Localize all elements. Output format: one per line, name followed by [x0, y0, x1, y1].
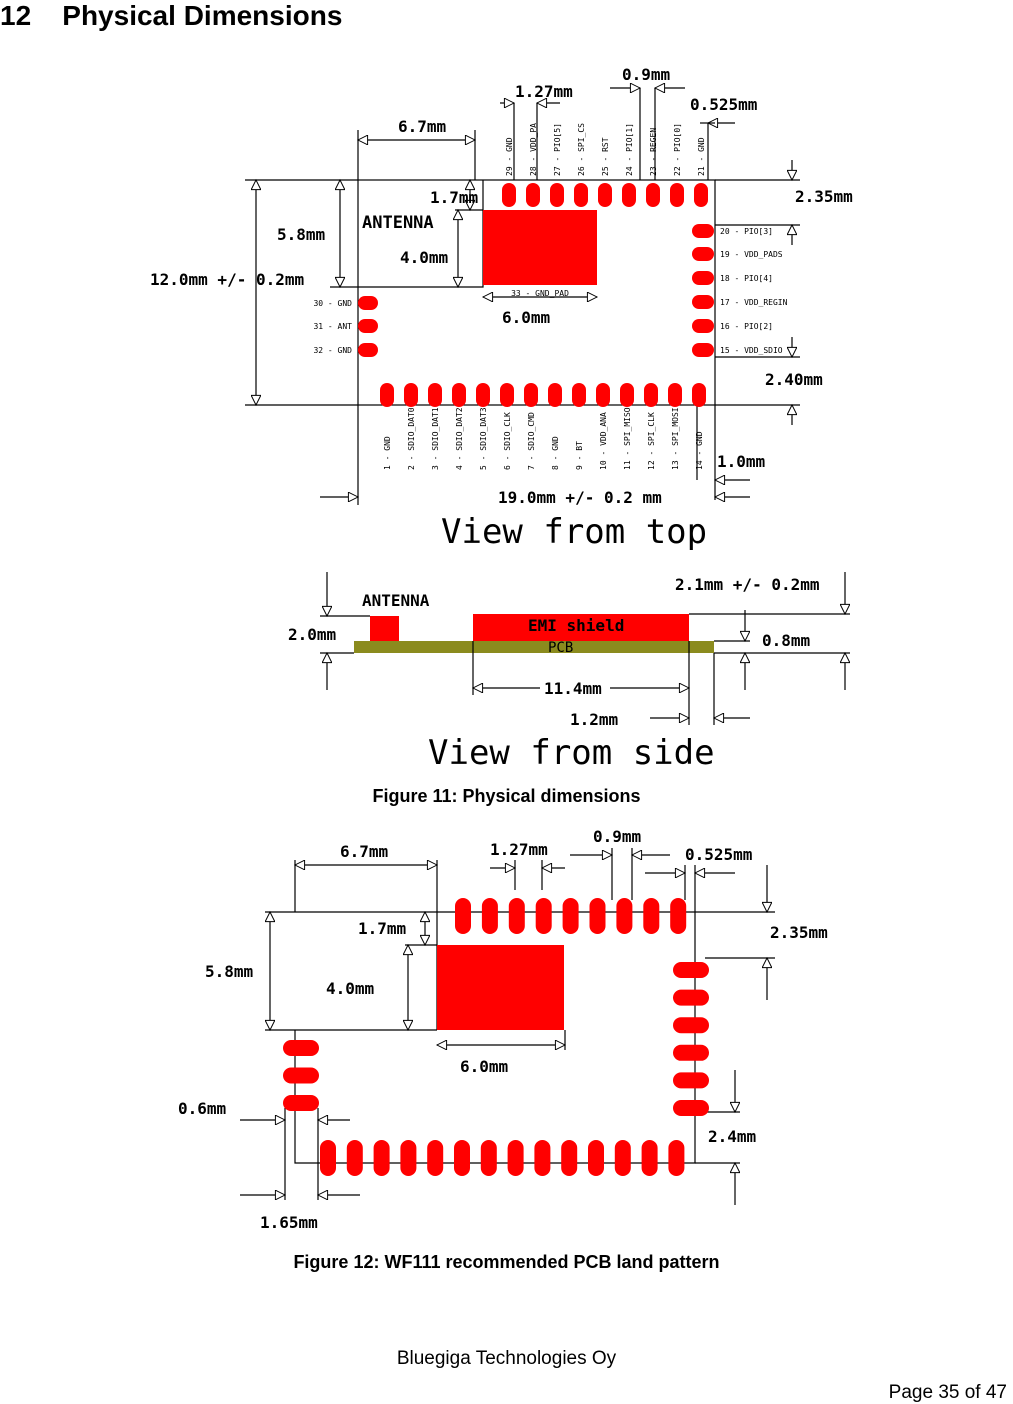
- lp-dim-5-8: 5.8mm: [205, 962, 254, 981]
- land-pattern-figure: [0, 820, 1013, 1240]
- land-left-pad: [283, 1068, 319, 1084]
- bottom-pad: [668, 383, 682, 407]
- top-view-figure: [0, 55, 1013, 555]
- bottom-pin-label: 1 - GND: [383, 436, 392, 470]
- land-bottom-pad: [615, 1140, 631, 1176]
- dim-1-0: 1.0mm: [717, 452, 766, 471]
- land-bottom-pad: [534, 1140, 550, 1176]
- dim-2-0: 2.0mm: [288, 625, 337, 644]
- land-bottom-pad: [427, 1140, 443, 1176]
- section-title: Physical Dimensions: [62, 0, 343, 31]
- lp-dim-0-9: 0.9mm: [593, 827, 642, 846]
- pcb-layer: [354, 641, 714, 653]
- top-view-title: View from top: [441, 512, 708, 552]
- lp-dim-2-4: 2.4mm: [708, 1127, 757, 1146]
- top-pin-label: 24 - PIO[1]: [625, 123, 634, 176]
- dim-5-8: 5.8mm: [277, 225, 326, 244]
- bottom-pad: [548, 383, 562, 407]
- land-top-pad: [590, 898, 606, 934]
- land-top-pad: [455, 898, 471, 934]
- right-pin-label: 17 - VDD_REGIN: [720, 298, 788, 307]
- pcb-label: PCB: [548, 640, 574, 656]
- land-top-pad: [563, 898, 579, 934]
- land-top-pad: [643, 898, 659, 934]
- land-bottom-pads: [320, 1140, 684, 1176]
- dim-2-40: 2.40mm: [765, 370, 823, 389]
- bottom-pad: [476, 383, 490, 407]
- right-pin-label: 18 - PIO[4]: [720, 274, 773, 283]
- bottom-pad: [500, 383, 514, 407]
- land-bottom-pad: [454, 1140, 470, 1176]
- dim-1-7: 1.7mm: [430, 188, 479, 207]
- figure-11-caption: Figure 11: Physical dimensions: [372, 786, 641, 806]
- land-right-pad: [673, 1045, 709, 1061]
- top-pin-label: 28 - VDD_PA: [529, 123, 538, 176]
- emi-label: EMI shield: [528, 616, 625, 635]
- antenna-label: ANTENNA: [362, 213, 434, 233]
- bottom-pin-label: 11 - SPI_MISO: [623, 407, 632, 470]
- dim-6-7: 6.7mm: [398, 117, 447, 136]
- dim-2-1: 2.1mm +/- 0.2mm: [675, 575, 820, 594]
- top-pad: [526, 183, 540, 207]
- land-bottom-pad: [481, 1140, 497, 1176]
- left-pin-label: 31 - ANT: [313, 322, 352, 331]
- land-top-pad: [509, 898, 525, 934]
- top-pin-label: 29 - GND: [505, 137, 514, 176]
- land-right-pad: [673, 990, 709, 1006]
- bottom-pin-label: 8 - GND: [551, 436, 560, 470]
- bottom-pad: [644, 383, 658, 407]
- land-top-pad: [536, 898, 552, 934]
- land-right-pad: [673, 1072, 709, 1088]
- land-top-pad: [482, 898, 498, 934]
- dim-2-35: 2.35mm: [795, 187, 853, 206]
- top-pad-row: [502, 183, 708, 207]
- footer-company: Bluegiga Technologies Oy: [396, 1348, 617, 1369]
- dim-0-9: 0.9mm: [622, 65, 671, 84]
- land-left-pads: [283, 1040, 319, 1111]
- left-pad-column: [358, 296, 378, 357]
- bottom-pin-label: 2 - SDIO_DAT0: [407, 407, 416, 470]
- dim-0-8: 0.8mm: [762, 631, 811, 650]
- land-bottom-pad: [668, 1140, 684, 1176]
- land-bottom-pad: [320, 1140, 336, 1176]
- lp-dim-6-0: 6.0mm: [460, 1057, 509, 1076]
- lp-dim-4-0: 4.0mm: [326, 979, 375, 998]
- bottom-pad: [452, 383, 466, 407]
- land-bottom-pad: [374, 1140, 390, 1176]
- lp-dim-1-7: 1.7mm: [358, 919, 407, 938]
- side-view-figure: [0, 565, 1013, 775]
- gnd-pad: [483, 210, 597, 285]
- right-pad: [692, 224, 714, 238]
- top-pin-label: 25 - RST: [601, 137, 610, 176]
- bottom-pin-label: 12 - SPI_CLK: [647, 412, 656, 470]
- side-antenna-label: ANTENNA: [362, 591, 430, 610]
- land-left-pad: [283, 1040, 319, 1056]
- left-pad: [358, 343, 378, 357]
- side-antenna: [370, 616, 399, 641]
- top-pin-label: 27 - PIO[5]: [553, 123, 562, 176]
- bottom-pad: [596, 383, 610, 407]
- land-right-pad: [673, 1017, 709, 1033]
- side-view-title: View from side: [428, 733, 715, 773]
- top-pin-label: 21 - GND: [697, 137, 706, 176]
- bottom-pin-label: 6 - SDIO_CLK: [503, 412, 512, 470]
- bottom-pin-label: 10 - VDD_ANA: [599, 412, 608, 470]
- right-pad: [692, 295, 714, 309]
- figure-12-caption: Figure 12: WF111 recommended PCB land pattern: [293, 1252, 720, 1272]
- bottom-pad: [572, 383, 586, 407]
- bottom-pin-label: 5 - SDIO_DAT3: [479, 407, 488, 470]
- land-right-pad: [673, 962, 709, 978]
- dim-19: 19.0mm +/- 0.2 mm: [498, 488, 662, 507]
- top-pad: [622, 183, 636, 207]
- top-pad: [574, 183, 588, 207]
- right-pin-label: 19 - VDD_PADS: [720, 250, 783, 259]
- land-top-pad: [670, 898, 686, 934]
- right-pin-label: 15 - VDD_SDIO: [720, 346, 783, 355]
- left-pad: [358, 296, 378, 310]
- right-pad: [692, 319, 714, 333]
- right-pad: [692, 271, 714, 285]
- lp-dim-6-7: 6.7mm: [340, 842, 389, 861]
- bottom-pin-label: 14 - GND: [695, 431, 704, 470]
- top-pin-label: 23 - REGEN: [649, 127, 658, 176]
- land-bottom-pad: [588, 1140, 604, 1176]
- right-pad: [692, 247, 714, 261]
- right-pin-label: 20 - PIO[3]: [720, 227, 773, 236]
- lp-dim-0-6: 0.6mm: [178, 1099, 227, 1118]
- bottom-pin-label: 7 - SDIO_CMD: [527, 412, 536, 470]
- page-number: Page 35 of 47: [888, 1382, 1007, 1403]
- right-pin-label: 16 - PIO[2]: [720, 322, 773, 331]
- lp-dim-2-35: 2.35mm: [770, 923, 828, 942]
- dim-1-2: 1.2mm: [570, 710, 619, 729]
- right-pad-column: [692, 224, 714, 357]
- bottom-pad: [620, 383, 634, 407]
- lp-dim-1-65: 1.65mm: [260, 1213, 318, 1232]
- bottom-pad: [380, 383, 394, 407]
- land-top-pad: [616, 898, 632, 934]
- top-pad: [670, 183, 684, 207]
- bottom-pad: [404, 383, 418, 407]
- right-pad: [692, 343, 714, 357]
- section-number: 12: [0, 0, 32, 31]
- land-right-pads: [673, 962, 709, 1116]
- bottom-pad-row: [380, 383, 706, 407]
- land-right-pad: [673, 1100, 709, 1116]
- top-pin-label: 22 - PIO[0]: [673, 123, 682, 176]
- bottom-pad: [692, 383, 706, 407]
- dim-11-4: 11.4mm: [544, 679, 602, 698]
- top-pin-label: 26 - SPI_CS: [577, 123, 586, 176]
- top-pad: [550, 183, 564, 207]
- land-bottom-pad: [561, 1140, 577, 1176]
- bottom-pad: [428, 383, 442, 407]
- land-bottom-pad: [642, 1140, 658, 1176]
- dim-4-0: 4.0mm: [400, 248, 449, 267]
- left-pin-label: 30 - GND: [313, 299, 352, 308]
- dim-6-0: 6.0mm: [502, 308, 551, 327]
- bottom-pin-label: 13 - SPI_MOSI: [671, 407, 680, 470]
- land-bottom-pad: [400, 1140, 416, 1176]
- left-pin-label: 32 - GND: [313, 346, 352, 355]
- section-heading: [0, 0, 342, 32]
- land-gnd-pad: [437, 945, 564, 1030]
- top-pad: [502, 183, 516, 207]
- land-bottom-pad: [508, 1140, 524, 1176]
- top-pad: [598, 183, 612, 207]
- dim-1-27: 1.27mm: [515, 82, 573, 101]
- top-pad: [694, 183, 708, 207]
- top-pad: [646, 183, 660, 207]
- gnd-pad-label: 33 - GND_PAD: [511, 289, 569, 298]
- bottom-pin-label: 3 - SDIO_DAT1: [431, 407, 440, 470]
- lp-dim-0-525: 0.525mm: [685, 845, 753, 864]
- bottom-pin-label: 4 - SDIO_DAT2: [455, 407, 464, 470]
- bottom-pad: [524, 383, 538, 407]
- land-bottom-pad: [347, 1140, 363, 1176]
- dim-0-525: 0.525mm: [690, 95, 758, 114]
- lp-dim-1-27: 1.27mm: [490, 840, 548, 859]
- bottom-pin-label: 9 - BT: [575, 441, 584, 470]
- dim-12: 12.0mm +/- 0.2mm: [150, 270, 305, 289]
- land-top-pads: [455, 898, 686, 934]
- left-pad: [358, 319, 378, 333]
- land-left-pad: [283, 1095, 319, 1111]
